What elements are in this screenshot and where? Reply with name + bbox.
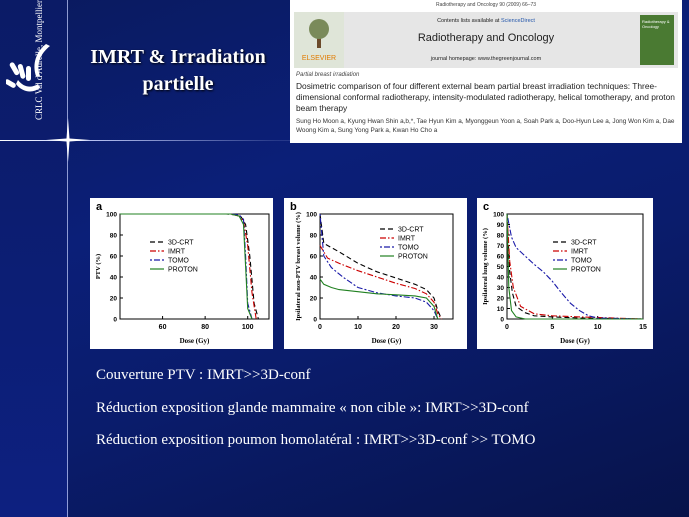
plot-frame [320,214,453,319]
y-axis-label: PTV (%) [95,253,102,280]
article-title: Dosimetric comparison of four different external beam partial breast irradiation techniques: Three-dimensional conformal radiotherapy, intensity-modulated radiotherapy, helical tomotherapy, and proton beam therapy [296,81,675,113]
x-axis-label: Dose (Gy) [179,337,210,345]
x-axis-label: Dose (Gy) [560,337,590,345]
homepage-line [294,56,678,62]
journal-cover [640,15,674,65]
vertical-divider [67,0,68,517]
y-tick-label: 40 [309,274,317,282]
legend-label: PROTON [168,266,198,274]
legend-label: 3D-CRT [398,226,424,234]
y-tick-label: 40 [109,274,117,282]
y-tick-label: 100 [493,211,504,219]
y-tick-label: 20 [309,295,317,303]
legend-label: TOMO [168,257,189,265]
legend-label: 3D-CRT [168,239,194,247]
y-tick-label: 100 [106,211,117,219]
x-tick-label: 30 [430,324,438,331]
x-tick-label: 80 [201,324,210,331]
cover-text: Radiotherapy & Oncology [642,19,670,29]
y-tick-label: 20 [109,295,117,303]
legend-label: PROTON [571,266,601,274]
panel-label: b [290,201,297,213]
y-tick-label: 0 [313,316,317,324]
bullet-line-1: Couverture PTV : IMRT>>3D-conf [96,367,311,383]
legend-label: IMRT [398,235,415,243]
y-tick-label: 40 [496,274,504,282]
journal-header [294,12,678,68]
article-section: Partial breast irradiation [296,72,360,78]
title-line-2: partielle [142,73,214,95]
chart-panel-c [477,198,653,349]
x-tick-label: 60 [158,324,167,331]
y-tick-label: 60 [496,253,504,261]
homepage-link[interactable]: www.thegreenjournal.com [477,56,542,62]
y-tick-label: 80 [496,232,504,240]
y-axis-label: Ipsilateral lung volume (%) [482,228,489,305]
y-tick-label: 80 [109,232,117,240]
series-line-proton [320,279,438,319]
x-tick-label: 10 [593,324,602,331]
y-tick-label: 100 [306,211,317,219]
y-tick-label: 0 [500,316,504,324]
x-axis-label: Dose (Gy) [371,337,402,345]
legend-label: TOMO [398,244,419,252]
hand-logo-icon [6,42,56,102]
y-tick-label: 90 [496,222,504,229]
chart-svg [284,198,467,349]
x-tick-label: 0 [318,324,322,331]
title-line-1: IMRT & Irradiation [90,46,266,68]
bullet-line-2: Réduction exposition glande mammaire « non cible »: IMRT>>3D-conf [96,400,529,416]
y-tick-label: 60 [109,253,117,261]
sparkle-icon [46,118,90,162]
y-tick-label: 30 [496,285,504,292]
x-tick-label: 15 [639,324,647,331]
y-tick-label: 50 [496,264,504,271]
article-excerpt [290,0,682,143]
institution-label: CRLC Val d'Aurelle, Montpellier [34,0,44,120]
chart-svg [477,198,653,349]
chart-svg [90,198,273,349]
y-tick-label: 10 [496,306,504,313]
bullet-line-3: Réduction exposition poumon homolatéral : IMRT>>3D-conf >> TOMO [96,432,536,448]
y-tick-label: 80 [309,232,317,240]
legend-label: IMRT [168,248,185,256]
panel-label: c [483,201,490,213]
y-tick-label: 60 [309,253,317,261]
panel-label: a [96,201,103,213]
legend-label: TOMO [571,257,592,265]
legend-label: PROTON [398,253,428,261]
article-authors: Sung Ho Moon a, Kyung Hwan Shin a,b,*, Tae Hyun Kim a, Myonggeun Yoon a, Soah Park a, Doo-Hyun Lee a, Jong Won Kim a, Dae Woong Kim a, Sung Yong Park a, Kwan Ho Cho a [296,118,675,134]
y-tick-label: 20 [496,295,504,303]
journal-name: Radiotherapy and Oncology [417,32,555,44]
slide-title [72,44,284,98]
x-tick-label: 10 [354,324,362,331]
chart-panel-b [284,198,467,349]
contents-line [294,18,678,24]
contents-prefix: Contents lists available at [437,18,501,24]
legend-label: IMRT [571,248,588,256]
legend-label: 3D-CRT [571,239,597,247]
publisher-name: ELSEVIER [301,55,337,62]
sciencedirect-link[interactable]: ScienceDirect [500,18,535,24]
x-tick-label: 20 [392,324,400,331]
y-tick-label: 0 [113,316,117,324]
homepage-prefix: journal homepage: [430,56,478,62]
y-axis-label: Ipsilateral non-PTV breast volume (%) [295,212,302,321]
x-tick-label: 100 [241,324,254,331]
x-tick-label: 5 [550,324,555,331]
y-tick-label: 70 [496,243,504,250]
x-tick-label: 0 [505,324,509,331]
chart-panel-a [90,198,273,349]
journal-reference: Radiotherapy and Oncology 90 (2009) 66–73 [435,2,537,8]
